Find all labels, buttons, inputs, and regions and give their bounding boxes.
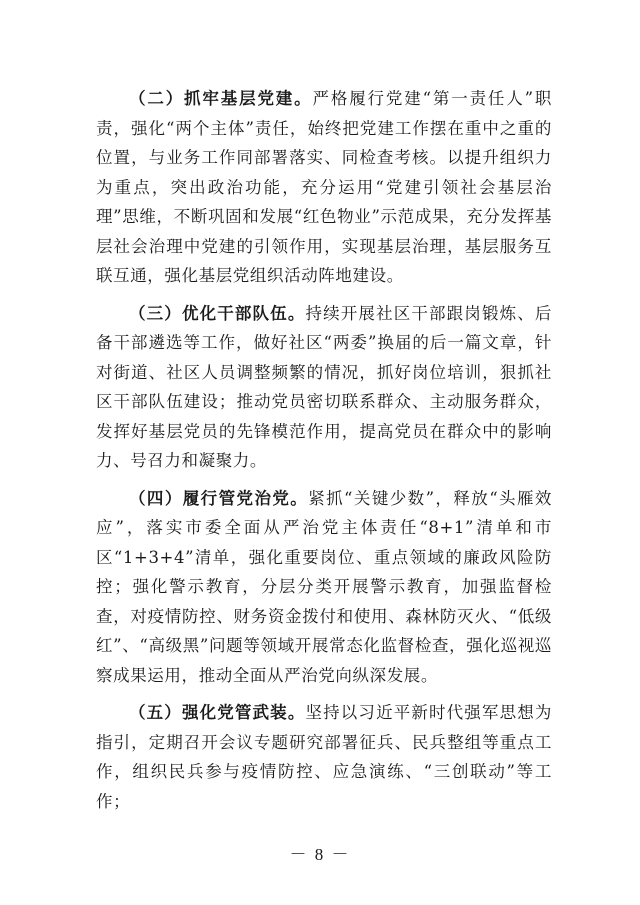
paragraph-text: 坚持以习近平新时代强军思想为指引，定期召开会议专题研究部署征兵、民兵整组等重点工作，组织民兵参与疫情防控、应急演练、“三创联动”等工作； bbox=[96, 703, 553, 811]
paragraph-heading: （四）履行管党治党。 bbox=[129, 488, 309, 508]
paragraph-heading: （五）强化党管武装。 bbox=[129, 703, 306, 722]
paragraph-cadre-team bbox=[96, 299, 552, 476]
paragraph-armed-forces bbox=[96, 698, 552, 816]
document-body bbox=[96, 84, 552, 824]
paragraph-text: 持续开展社区干部跟岗锻炼、后备干部遴选等工作，做好社区“两委”换届的后一篇文章，针对街道、社区人员调整频繁的情况，抓好岗位培训，狠抓社区干部队伍建设；推动党员密切联系群众、主动服务群众，发挥好基层党员的先锋模范作用，提高党员在群众中的影响力、号召力和凝聚力。 bbox=[96, 303, 553, 470]
paragraph-text: 紧抓“关键少数”，释放“头雁效应”，落实市委全面从严治党主体责任“8+1”清单和市区“1+3+4”清单，强化重要岗位、重点领域的廉政风险防控；强化警示教育，分层分类开展警示教育，加强监督检查，对疫情防控、财务资金拨付和使用、森林防灭火、“低级红”、“高级黑”问题等领域开展常态化监督检查，强化巡视巡察成果运用，推动全面从严治党向纵深发展。 bbox=[96, 488, 552, 685]
paragraph-grassroots-party-building bbox=[96, 84, 552, 291]
paragraph-heading: （三）优化干部队伍。 bbox=[129, 303, 306, 323]
paragraph-party-governance bbox=[96, 484, 552, 691]
page-number: － 8 － bbox=[289, 845, 351, 864]
paragraph-text: 严格履行党建“第一责任人”职责，强化“两个主体”责任，始终把党建工作摆在重中之重的位置，与业务工作同部署落实、同检查考核。以提升组织力为重点，突出政治功能，充分运用“党建引领社会基层治理”思维，不断巩固和发展“红色物业”示范成果，充分发挥基层社会治理中党建的引领作用，实现基层治理，基层服务互联互通，强化基层党组织活动阵地建设。 bbox=[96, 89, 553, 285]
paragraph-heading: （二）抓牢基层党建。 bbox=[129, 89, 313, 108]
